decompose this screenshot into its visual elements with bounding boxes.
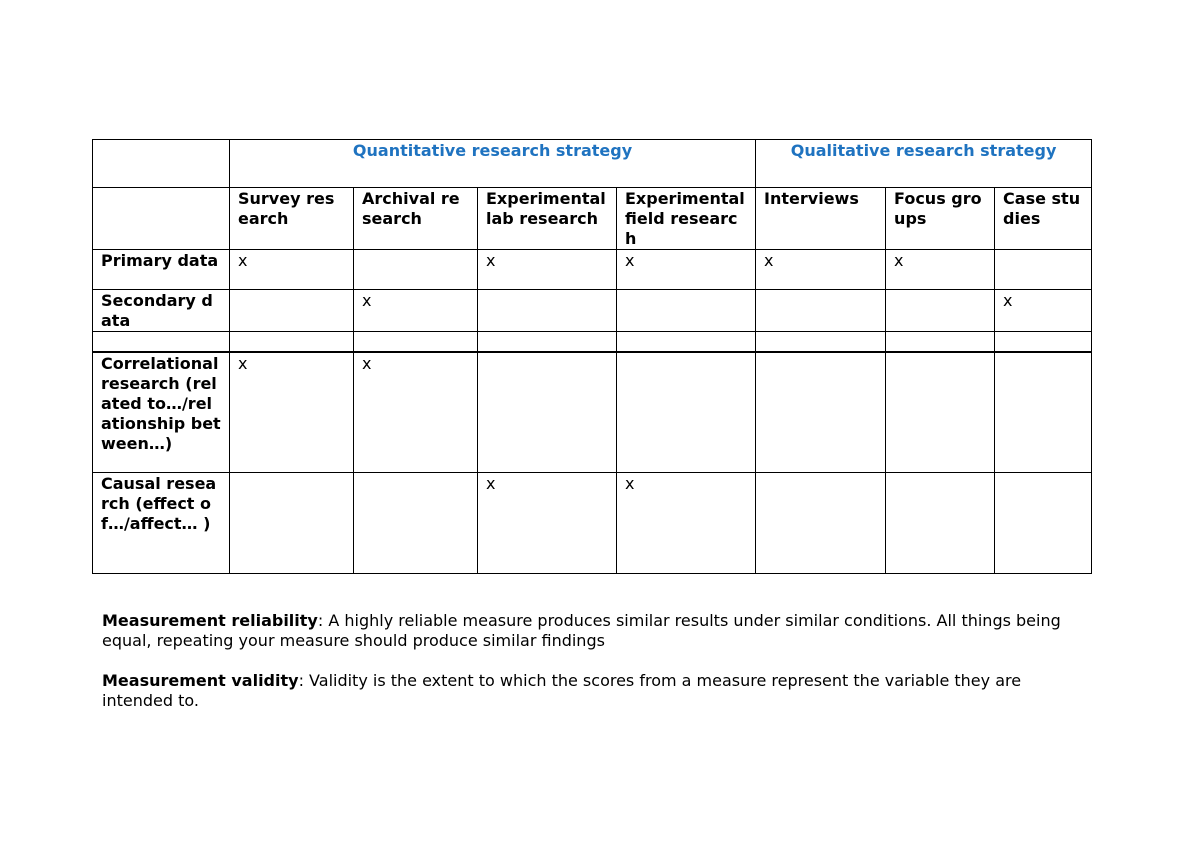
corner-cell bbox=[93, 140, 230, 188]
table-cell bbox=[756, 332, 886, 352]
table-cell bbox=[886, 473, 995, 574]
table-cell bbox=[478, 352, 617, 473]
row-label: Correlational research (related to…/relationship between…) bbox=[93, 352, 230, 473]
table-cell bbox=[354, 250, 478, 290]
table-row bbox=[93, 332, 1092, 352]
table-cell bbox=[995, 352, 1092, 473]
table-cell: x bbox=[756, 250, 886, 290]
table-cell: x bbox=[478, 473, 617, 574]
table-cell bbox=[886, 290, 995, 332]
table-cell bbox=[995, 473, 1092, 574]
table-cell: x bbox=[478, 250, 617, 290]
validity-text: : Validity is the extent to which the scores from a measure represent the variable they are intended to. bbox=[102, 671, 1022, 710]
table-cell bbox=[230, 332, 354, 352]
method-corner-cell bbox=[93, 188, 230, 250]
table-cell: x bbox=[995, 290, 1092, 332]
table-cell bbox=[886, 332, 995, 352]
table-cell: x bbox=[617, 250, 756, 290]
table-cell bbox=[617, 352, 756, 473]
table-row bbox=[93, 473, 1092, 574]
strategy-header-row bbox=[93, 140, 1092, 188]
table-cell bbox=[478, 290, 617, 332]
column-header: Interviews bbox=[756, 188, 886, 250]
table-cell bbox=[756, 473, 886, 574]
table-cell bbox=[230, 473, 354, 574]
table-cell bbox=[354, 473, 478, 574]
table-row bbox=[93, 290, 1092, 332]
table-cell bbox=[756, 290, 886, 332]
row-label bbox=[93, 332, 230, 352]
row-label: Secondary data bbox=[93, 290, 230, 332]
quantitative-header: Quantitative research strategy bbox=[230, 140, 756, 188]
row-label: Causal research (effect of…/affect… ) bbox=[93, 473, 230, 574]
table-cell bbox=[354, 332, 478, 352]
table-cell bbox=[995, 332, 1092, 352]
row-label: Primary data bbox=[93, 250, 230, 290]
table-cell bbox=[478, 332, 617, 352]
table-cell bbox=[617, 290, 756, 332]
column-header: Archival research bbox=[354, 188, 478, 250]
column-header: Experimental field research bbox=[617, 188, 756, 250]
table-cell: x bbox=[617, 473, 756, 574]
table-cell bbox=[995, 250, 1092, 290]
research-strategy-table bbox=[92, 139, 1092, 574]
column-header: Case studies bbox=[995, 188, 1092, 250]
method-header-row bbox=[93, 188, 1092, 250]
table-cell: x bbox=[354, 290, 478, 332]
table-cell bbox=[617, 332, 756, 352]
table-cell: x bbox=[230, 352, 354, 473]
table-cell: x bbox=[886, 250, 995, 290]
column-header: Survey research bbox=[230, 188, 354, 250]
table-row bbox=[93, 250, 1092, 290]
table-row bbox=[93, 352, 1092, 473]
validity-term: Measurement validity bbox=[102, 671, 299, 690]
reliability-term: Measurement reliability bbox=[102, 611, 318, 630]
column-header: Experimental lab research bbox=[478, 188, 617, 250]
reliability-text: : A highly reliable measure produces similar results under similar conditions. All things being equal, repeating your measure should produce similar findings bbox=[102, 611, 1061, 650]
table-cell: x bbox=[354, 352, 478, 473]
table-cell bbox=[756, 352, 886, 473]
table-cell bbox=[230, 290, 354, 332]
table-cell: x bbox=[230, 250, 354, 290]
table-cell bbox=[886, 352, 995, 473]
validity-paragraph bbox=[102, 671, 1092, 711]
qualitative-header: Qualitative research strategy bbox=[756, 140, 1092, 188]
reliability-paragraph bbox=[102, 611, 1092, 651]
column-header: Focus groups bbox=[886, 188, 995, 250]
